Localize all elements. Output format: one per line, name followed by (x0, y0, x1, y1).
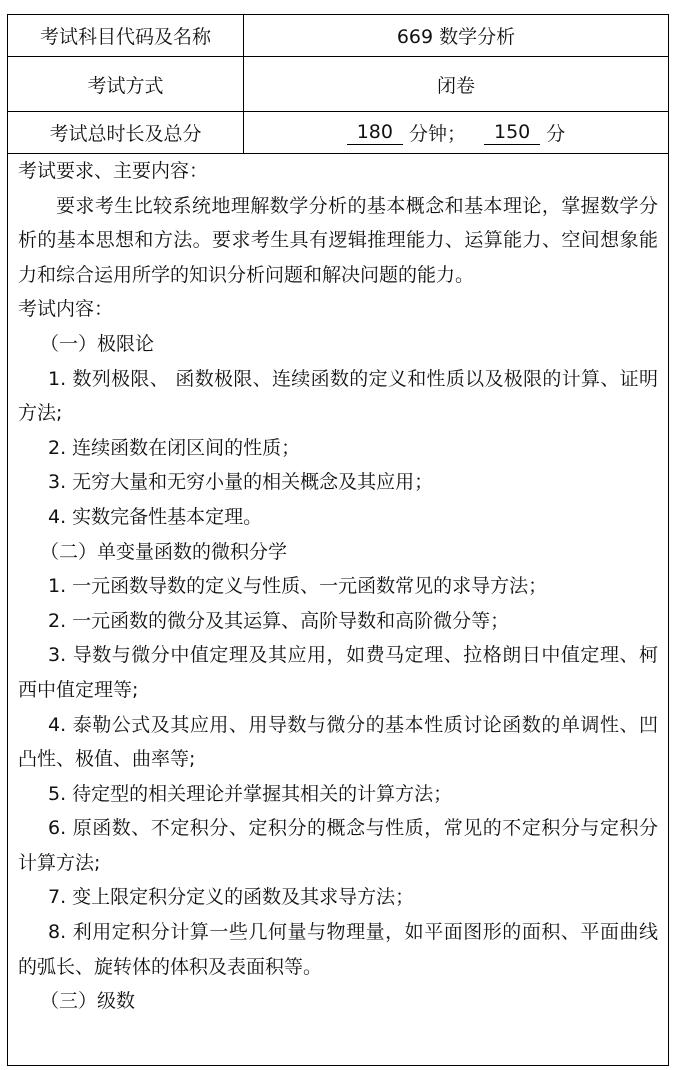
minutes-unit: 分钟； (408, 123, 466, 145)
list-item: 2. 一元函数的微分及其运算、高阶导数和高阶微分等； (48, 609, 510, 632)
exam-mode-row (8, 57, 668, 112)
duration-score-value (244, 112, 668, 153)
list-item: 2. 连续函数在闭区间的性质； (48, 436, 301, 459)
list-item: 1. 一元函数导数的定义与性质、一元函数常见的求导方法； (48, 575, 548, 598)
exam-mode-value: 闭卷 (436, 74, 475, 97)
content-cell (18, 154, 658, 1065)
duration-score-label: 考试总时长及总分 (8, 112, 244, 153)
minutes-value: 180 (347, 120, 403, 145)
list-item: 8. 利用定积分计算一些几何量与物理量，如平面图形的面积、平面曲线的弧长、旋转体的体积及表面积等。 (18, 921, 658, 978)
list-item: 4. 泰勒公式及其应用、用导数与微分的基本性质讨论函数的单调性、凹凸性、极值、曲率等; (18, 713, 658, 771)
exam-syllabus-table (7, 14, 669, 1066)
list-item: 1. 数列极限、 函数极限、连续函数的定义和性质以及极限的计算、证明方法; (18, 367, 658, 425)
score-unit: 分 (546, 123, 566, 145)
subject-row (8, 15, 668, 57)
list-item: 5. 待定型的相关理论并掌握其相关的计算方法； (48, 782, 453, 805)
duration-score-row (8, 112, 668, 154)
list-item: 7. 变上限定积分定义的函数及其求导方法； (48, 886, 415, 909)
list-item: 6. 原函数、不定积分、定积分的概念与性质，常见的不定积分与定积分计算方法; (18, 817, 658, 874)
score-value: 150 (484, 120, 540, 145)
cropped-page-header (0, 0, 678, 6)
list-item: 4. 实数完备性基本定理。 (48, 505, 263, 528)
list-item: 3. 导数与微分中值定理及其应用，如费马定理、拉格朗日中值定理、柯西中值定理等; (18, 644, 658, 701)
exam-content-heading: 考试内容： (18, 298, 114, 321)
subject-label: 考试科目代码及名称 (8, 15, 244, 56)
requirements-heading: 考试要求、主要内容： (18, 160, 209, 182)
list-item: 3. 无穷大量和无穷小量的相关概念及其应用； (48, 471, 434, 494)
subject-value: 669 数学分析 (396, 26, 516, 48)
section-title: （二）单变量函数的微积分学 (40, 540, 288, 563)
requirements-text: 要求考生比较系统地理解数学分析的基本概念和基本理论，掌握数学分析的基本思想和方法。要求考生具有逻辑推理能力、运算能力、空间想象能力和综合运用所学的知识分析问题和解决问题的能力。 (18, 194, 658, 286)
section-title: （三）级数 (40, 990, 136, 1013)
section-title: （一）极限论 (40, 332, 155, 355)
exam-mode-label: 考试方式 (8, 57, 244, 111)
